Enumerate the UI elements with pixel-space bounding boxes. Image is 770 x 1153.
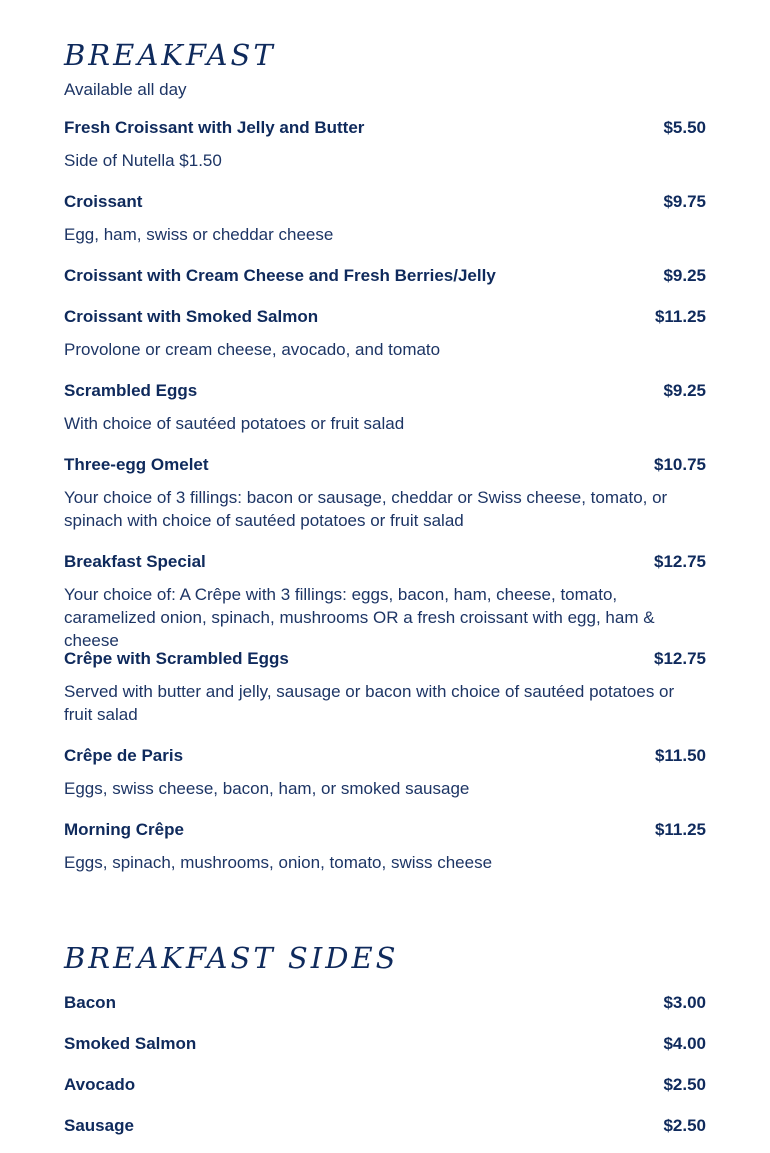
item-description: Your choice of: A Crêpe with 3 fillings: eggs, bacon, ham, cheese, tomato, caramelized onion, spinach, mushrooms OR a fresh croissant with egg, ham & cheese bbox=[64, 585, 655, 650]
item-description: Eggs, swiss cheese, bacon, ham, or smoked sausage bbox=[64, 779, 470, 798]
item-description: Your choice of 3 fillings: bacon or sausage, cheddar or Swiss cheese, tomato, or spinach with choice of sautéed potatoes or fruit salad bbox=[64, 488, 668, 530]
item-description: Side of Nutella $1.50 bbox=[64, 151, 222, 170]
item-name: Smoked Salmon bbox=[64, 1034, 197, 1053]
item-price: $11.25 bbox=[654, 307, 706, 326]
item-description: Provolone or cream cheese, avocado, and tomato bbox=[64, 340, 441, 359]
menu-item bbox=[64, 307, 706, 361]
item-name: Crêpe with Scrambled Eggs bbox=[64, 649, 289, 668]
breakfast-subtitle: Available all day bbox=[64, 80, 187, 99]
menu-item bbox=[64, 266, 706, 288]
item-name: Breakfast Special bbox=[64, 552, 206, 571]
menu-item bbox=[64, 649, 706, 726]
item-price: $10.75 bbox=[654, 455, 706, 474]
item-name: Avocado bbox=[64, 1075, 136, 1094]
item-price: $11.50 bbox=[654, 746, 706, 765]
menu-item bbox=[64, 381, 706, 435]
menu-item bbox=[64, 118, 706, 172]
item-price: $12.75 bbox=[654, 552, 706, 571]
breakfast-title: BREAKFAST bbox=[64, 38, 276, 72]
item-price: $4.00 bbox=[663, 1034, 706, 1053]
item-name: Fresh Croissant with Jelly and Butter bbox=[64, 118, 365, 137]
menu-item bbox=[64, 552, 706, 652]
menu-item bbox=[64, 820, 706, 874]
item-price: $2.50 bbox=[663, 1075, 706, 1094]
item-description: With choice of sautéed potatoes or fruit salad bbox=[64, 414, 405, 433]
item-name: Sausage bbox=[64, 1116, 134, 1135]
item-price: $9.25 bbox=[663, 266, 706, 285]
item-description: Eggs, spinach, mushrooms, onion, tomato, swiss cheese bbox=[64, 853, 493, 872]
side-item bbox=[64, 1075, 706, 1097]
menu-item bbox=[64, 192, 706, 246]
side-item bbox=[64, 1034, 706, 1056]
item-name: Morning Crêpe bbox=[64, 820, 184, 839]
menu-item bbox=[64, 746, 706, 800]
item-name: Croissant bbox=[64, 192, 143, 211]
item-price: $12.75 bbox=[654, 649, 706, 668]
item-name: Scrambled Eggs bbox=[64, 381, 198, 400]
item-price: $2.50 bbox=[663, 1116, 706, 1135]
item-name: Three-egg Omelet bbox=[64, 455, 209, 474]
item-description: Served with butter and jelly, sausage or bacon with choice of sautéed potatoes or fruit salad bbox=[64, 682, 675, 724]
item-price: $11.25 bbox=[654, 820, 706, 839]
breakfast-sides-title: BREAKFAST SIDES bbox=[64, 941, 399, 975]
item-description: Egg, ham, swiss or cheddar cheese bbox=[64, 225, 334, 244]
item-name: Croissant with Smoked Salmon bbox=[64, 307, 319, 326]
item-price: $9.25 bbox=[663, 381, 706, 400]
menu-item bbox=[64, 455, 706, 532]
side-item bbox=[64, 993, 706, 1015]
item-name: Croissant with Cream Cheese and Fresh Berries/Jelly bbox=[64, 266, 496, 285]
side-item bbox=[64, 1116, 706, 1138]
item-name: Crêpe de Paris bbox=[64, 746, 184, 765]
item-price: $3.00 bbox=[663, 993, 706, 1012]
item-price: $9.75 bbox=[663, 192, 706, 211]
item-name: Bacon bbox=[64, 993, 116, 1012]
item-price: $5.50 bbox=[663, 118, 706, 137]
